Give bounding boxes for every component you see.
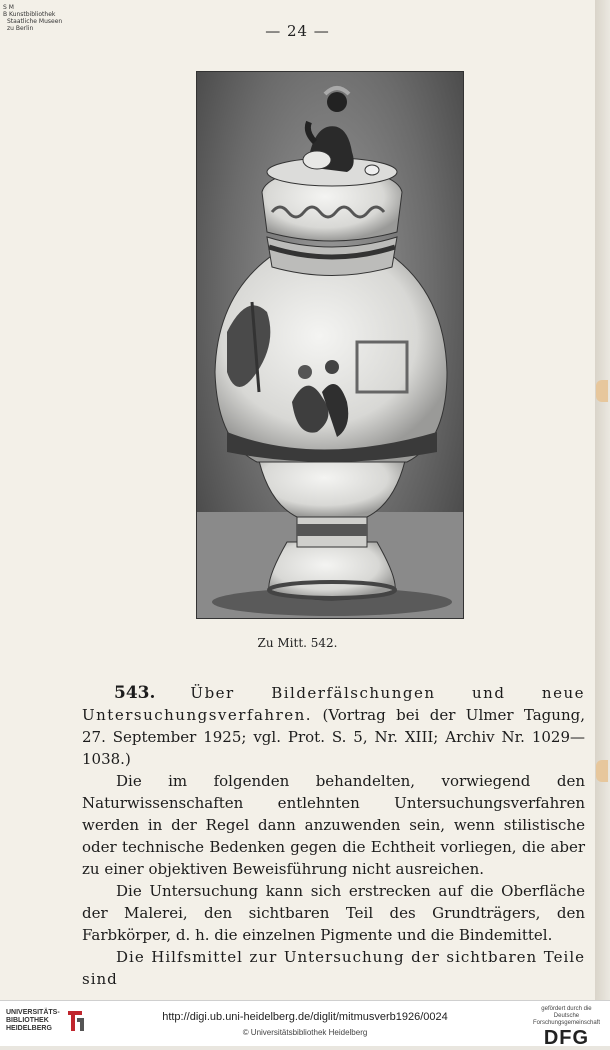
dfg-wordmark: DFG xyxy=(543,1027,590,1049)
stamp-line: Staatliche Museen xyxy=(7,18,63,25)
article-heading xyxy=(82,682,585,770)
footer-bar xyxy=(0,1000,610,1049)
logo-line: UNIVERSITÄTS- xyxy=(6,1009,60,1016)
article-body xyxy=(82,682,585,990)
article-number: 543. xyxy=(114,683,156,703)
vase-illustration xyxy=(197,72,463,618)
stamp-line: B Kunstbibliothek xyxy=(3,11,56,18)
vase-photograph xyxy=(196,71,464,619)
page-number: — 24 — xyxy=(265,22,330,40)
stamp-line: zu Berlin xyxy=(7,25,34,32)
article-reference: (Vortrag bei der Ulmer Tagung, 27. September 1925; vgl. Prot. S. 5, Nr. XIII; Archiv Nr. 1029—1038.) xyxy=(82,706,585,768)
stamp-line: S M xyxy=(3,4,14,11)
funded-by-text: gefördert durch die xyxy=(541,1006,592,1012)
copyright-notice: © Universitätsbibliothek Heidelberg xyxy=(242,1028,368,1037)
paragraph: Die Hilfsmittel zur Untersuchung der sichtbaren Teile sind xyxy=(82,948,585,988)
paragraph: Die Untersuchung kann sich erstrecken auf die Oberfläche der Malerei, den sichtbaren Teil des Grundträgers, den Farbkörper, d. h. die einzelnen Pigmente und die Bindemittel. xyxy=(82,882,585,944)
logo-line: HEIDELBERG xyxy=(6,1025,52,1032)
permalink[interactable]: http://digi.ub.uni-heidelberg.de/diglit/mitmusverb1926/0024 xyxy=(162,1011,448,1023)
funded-by-text: Forschungsgemeinschaft xyxy=(532,1020,600,1026)
paragraph: Die im folgenden behandelten, vorwiegend den Naturwissenschaften entlehnten Untersuchungsverfahren werden in der Regel dann anzuwenden sein, wenn stilistische oder technische Bedenken gegen die Echtheit vorliegen, die aber zu einer objektiven Beweisführung nicht ausreichen. xyxy=(82,772,585,878)
dfg-logo[interactable] xyxy=(533,1006,600,1050)
funded-by-text: Deutsche xyxy=(553,1013,580,1019)
logo-line: BIBLIOTHEK xyxy=(6,1017,49,1024)
bookmark-tab xyxy=(596,380,608,402)
page-edge xyxy=(595,0,610,1000)
article-title: Über Bilderfälschungen und neue Untersuchungsverfahren. xyxy=(82,684,585,724)
figure-caption: Zu Mitt. 542. xyxy=(257,636,338,650)
bookmark-tab xyxy=(596,760,608,782)
